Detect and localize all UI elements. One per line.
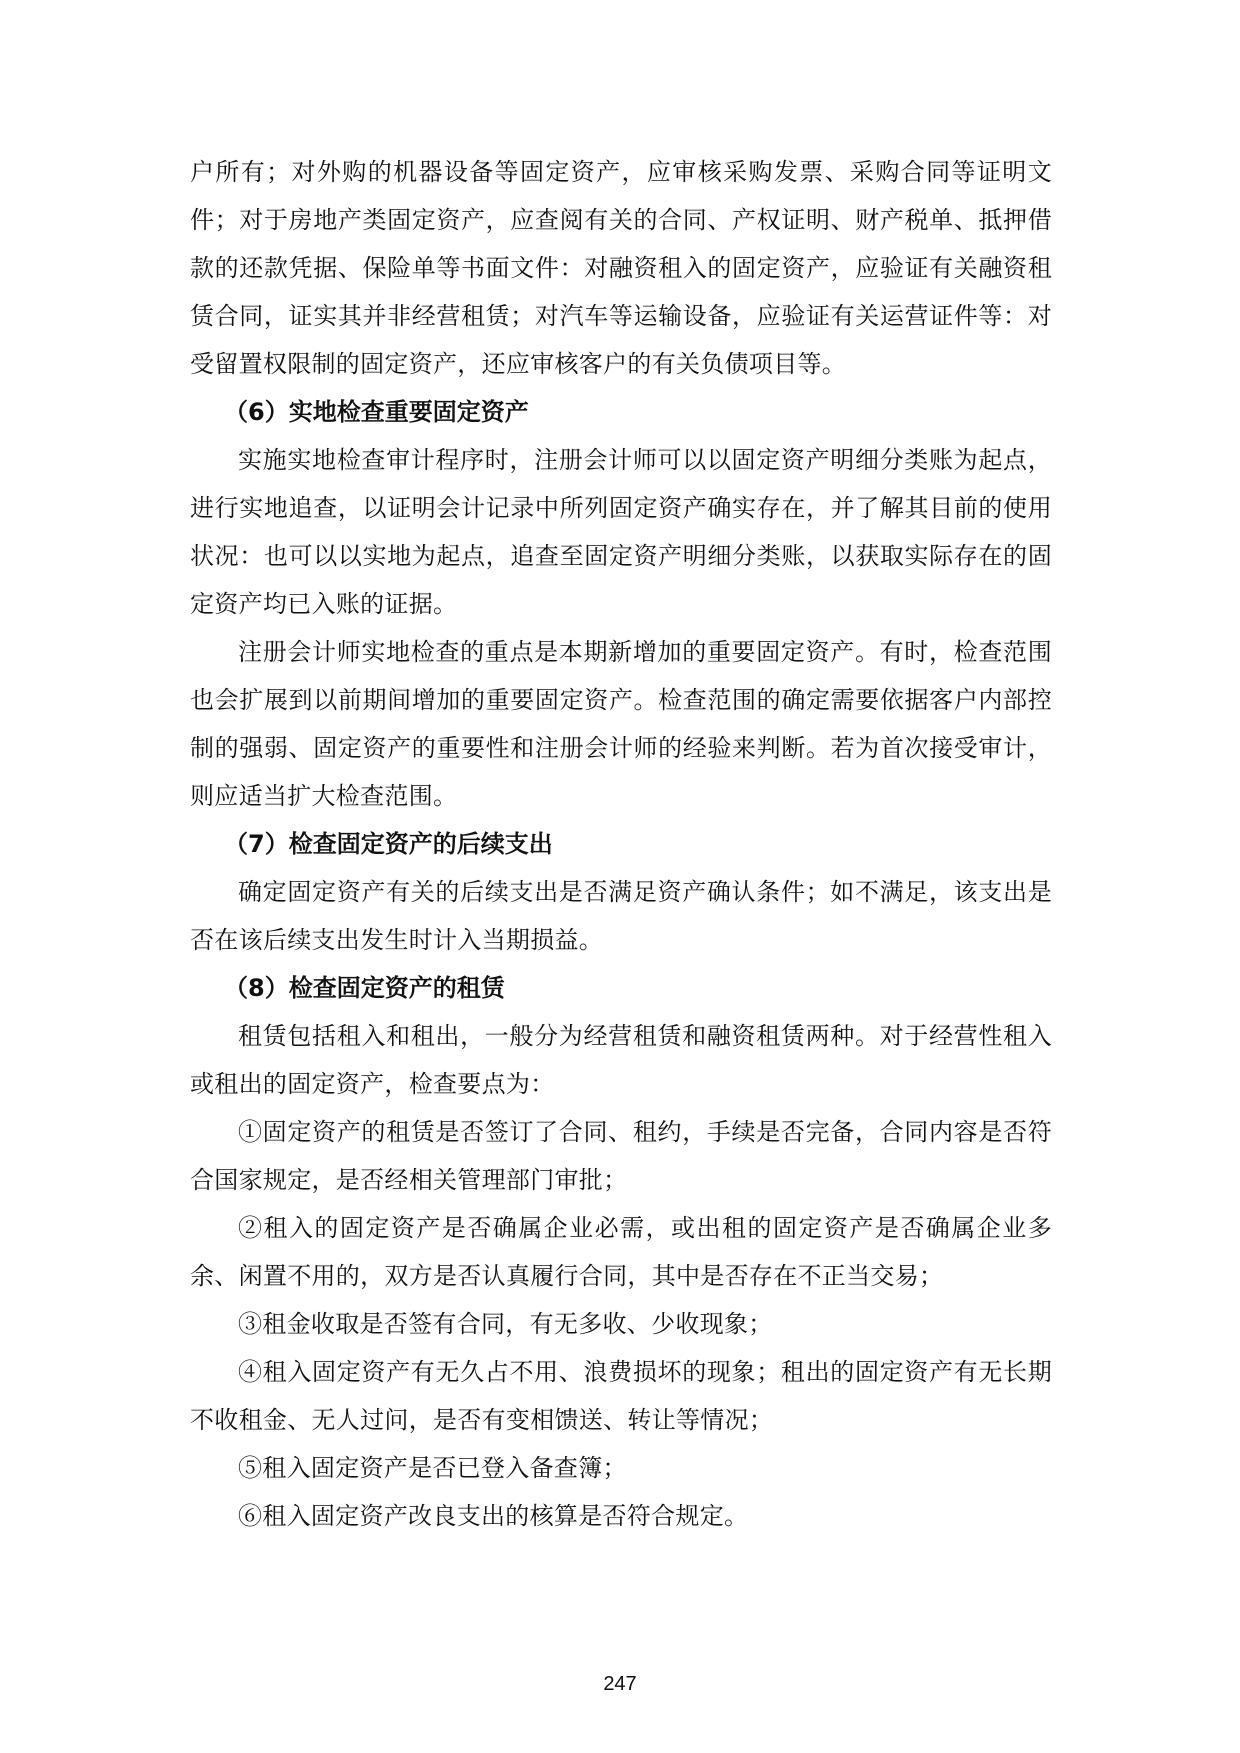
section-heading-8: （8）检查固定资产的租赁 xyxy=(224,974,505,1002)
paragraph-onsite-inspection-focus: 注册会计师实地检查的重点是本期新增加的重要固定资产。有时，检查范围也会扩展到以前期间增加的重要固定资产。检查范围的确定需要依据客户内部控制的强弱、固定资产的重要性和注册会计师的经验来判断。若为首次接受审计，则应适当扩大检查范围。 xyxy=(190,638,1052,810)
section-heading-6: （6）实地检查重要固定资产 xyxy=(224,398,529,426)
list-item-lease-point-1: ①固定资产的租赁是否签订了合同、租约，手续是否完备，合同内容是否符合国家规定，是否经相关管理部门审批； xyxy=(190,1118,1052,1194)
page-body xyxy=(190,148,1052,1540)
list-item-lease-point-4: ④租入固定资产有无久占不用、浪费损坏的现象；租出的固定资产有无长期不收租金、无人过问，是否有变相馈送、转让等情况； xyxy=(190,1358,1052,1434)
list-item-lease-point-3: ③租金收取是否签有合同，有无多收、少收现象； xyxy=(238,1310,773,1338)
list-item-lease-point-2: ②租入的固定资产是否确属企业必需，或出租的固定资产是否确属企业多余、闲置不用的，双方是否认真履行合同，其中是否存在不正当交易； xyxy=(190,1214,1052,1290)
section-heading-7: （7）检查固定资产的后续支出 xyxy=(224,830,553,858)
paragraph-fixed-asset-ownership: 户所有；对外购的机器设备等固定资产，应审核采购发票、采购合同等证明文件；对于房地产类固定资产，应查阅有关的合同、产权证明、财产税单、抵押借款的还款凭据、保险单等书面文件：对融资租入的固定资产，应验证有关融资租赁合同，证实其并非经营租赁；对汽车等运输设备，应验证有关运营证件等：对受留置权限制的固定资产，还应审核客户的有关负债项目等。 xyxy=(190,158,1052,378)
page-number: 247 xyxy=(603,1673,637,1695)
paragraph-lease-intro: 租赁包括租入和租出，一般分为经营租赁和融资租赁两种。对于经营性租入或租出的固定资产，检查要点为： xyxy=(190,1022,1052,1098)
list-item-lease-point-6: ⑥租入固定资产改良支出的核算是否符合规定。 xyxy=(238,1502,749,1530)
paragraph-subsequent-expenditure: 确定固定资产有关的后续支出是否满足资产确认条件；如不满足，该支出是否在该后续支出发生时计入当期损益。 xyxy=(190,878,1052,954)
list-item-lease-point-5: ⑤租入固定资产是否已登入备查簿； xyxy=(238,1454,627,1482)
paragraph-onsite-inspection-procedure: 实施实地检查审计程序时，注册会计师可以以固定资产明细分类账为起点，进行实地追查，以证明会计记录中所列固定资产确实存在，并了解其目前的使用状况：也可以以实地为起点，追查至固定资产明细分类账，以获取实际存在的固定资产均已入账的证据。 xyxy=(190,446,1052,618)
